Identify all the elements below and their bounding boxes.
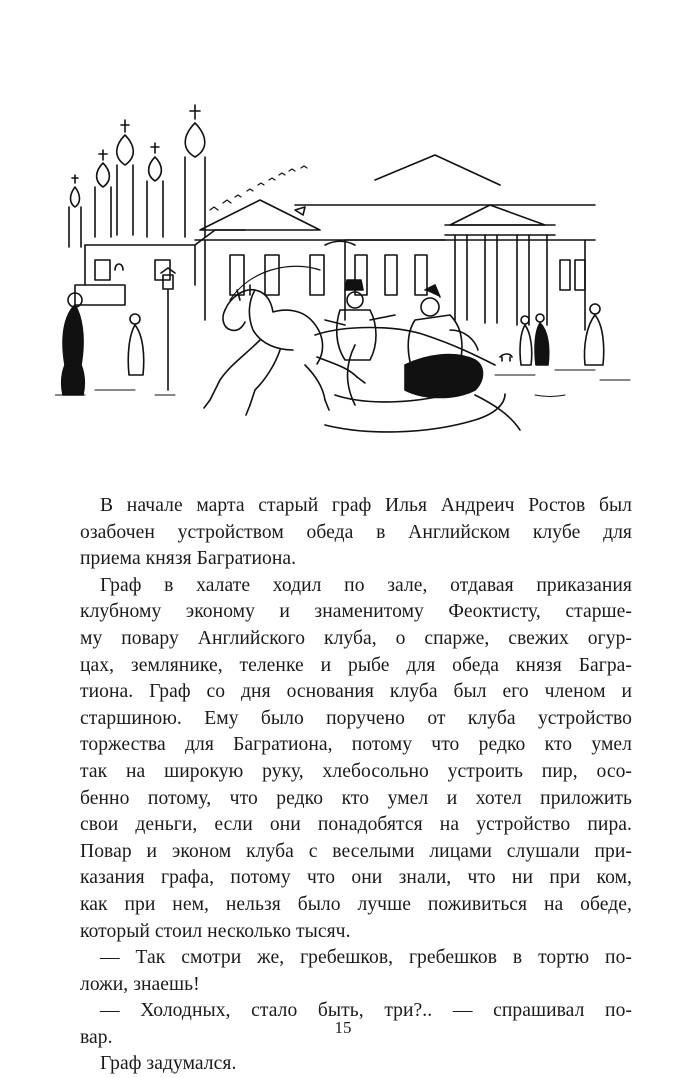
sleigh-icon bbox=[315, 328, 520, 432]
text-line: ложи, знаешь! bbox=[80, 973, 200, 995]
lamp-post-icon bbox=[161, 268, 175, 390]
sleigh-at-english-club-illustration bbox=[55, 95, 645, 480]
text-line: как при нем, нельзя было лучше поживиться на обеде, bbox=[80, 893, 632, 915]
text-line: Граф в халате ходил по зале, отдавая приказания bbox=[100, 574, 632, 596]
text-line: цах, землянике, теленке и рыбе для обеда князя Багра- bbox=[80, 654, 632, 676]
text-line: озабочен устройством обеда в Английском клубе для bbox=[80, 521, 632, 543]
text-line: свои деньги, если они понадобятся на устройство пира. bbox=[80, 814, 632, 836]
main-text bbox=[80, 493, 632, 1078]
church-domes-icon bbox=[69, 105, 205, 247]
text-line: тиона. Граф со дня основания клуба был его членом и bbox=[80, 681, 632, 703]
text-line: В начале марта старый граф Илья Андреич Ростов был bbox=[100, 495, 632, 516]
text-line: клубному эконому и знаменитому Феоктисту, старше- bbox=[80, 601, 632, 623]
text-line: старшиною. Ему было поручено от клуба устройство bbox=[80, 707, 632, 729]
left-buildings-icon bbox=[75, 230, 245, 305]
english-club-building-icon bbox=[195, 155, 595, 330]
text-line: так на широкую руку, хлебосольно устроить пир, осо- bbox=[80, 760, 632, 782]
text-line: — Холодных, стало быть, три?.. — спрашивал по- bbox=[100, 1000, 632, 1022]
birds-icon bbox=[210, 166, 307, 210]
page-number: 15 bbox=[334, 1018, 352, 1037]
text-line: который стоил несколько тысяч. bbox=[80, 920, 351, 942]
text-line: Повар и эконом клуба с веселыми лицами слушали при- bbox=[80, 840, 632, 862]
text-line: вар. bbox=[80, 1026, 113, 1048]
pedestrians-icon bbox=[62, 293, 604, 395]
ground-strokes-icon bbox=[55, 370, 630, 397]
text-line: му повару Английского клуба, о спарже, свежих огур- bbox=[80, 627, 632, 649]
horse-icon bbox=[204, 266, 365, 415]
text-line: — Так смотри же, гребешков, гребешков в тортю по- bbox=[100, 947, 632, 969]
text-line: бенно потому, что редко кто умел и хотел приложить bbox=[80, 787, 632, 809]
text-line: торжества для Багратиона, потому что редко кто умел bbox=[80, 734, 632, 756]
text-line: Граф задумался. bbox=[100, 1053, 237, 1075]
text-line: казания графа, потому что они знали, что ни при ком, bbox=[80, 867, 632, 889]
text-line: приема князя Багратиона. bbox=[80, 548, 297, 570]
